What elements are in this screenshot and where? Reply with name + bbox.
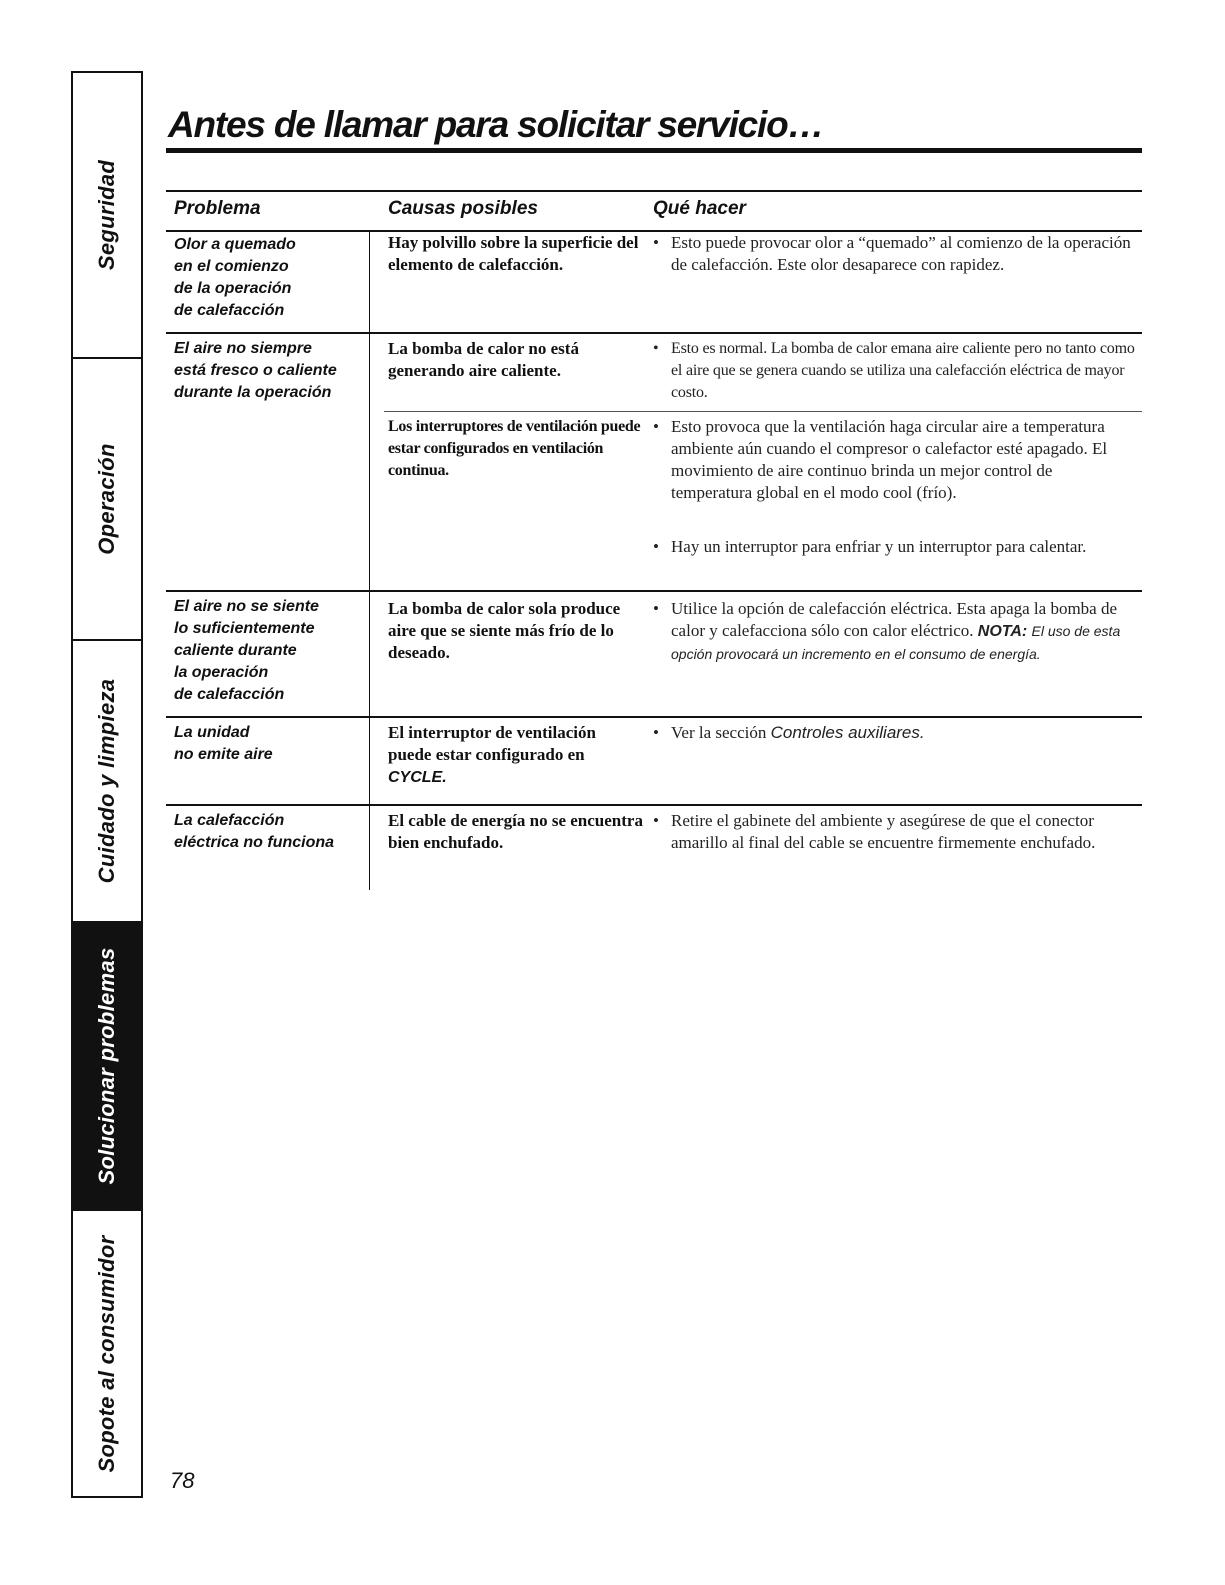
cause-text: El interruptor de ventilación puede estar configurado en <box>388 723 596 764</box>
tab-label: Seguridad <box>94 159 119 271</box>
bullet-icon: • <box>653 599 659 618</box>
solution-text: Esto puede provocar olor a “quemado” al comienzo de la operación de calefacción. Este olor desaparece con rapidez. <box>671 233 1131 274</box>
problem-cell: Olor a quemado en el comienzo de la operación de calefacción <box>174 236 296 319</box>
bullet-icon: • <box>653 340 659 357</box>
solution-cell <box>653 598 1135 665</box>
note-text: El uso de esta opción provocará un incremento en el consumo de energía. <box>671 623 1121 662</box>
tab-cuidado-y-limpieza[interactable] <box>73 639 141 921</box>
bullet-icon: • <box>653 233 659 252</box>
solution-cell <box>653 416 1135 504</box>
cause-cell: La bomba de calor sola produce aire que se siente más frío de lo deseado. <box>388 599 621 662</box>
cause-cell: Hay polvillo sobre la superficie del elemento de calefacción. <box>388 233 639 274</box>
cause-cell: La bomba de calor no está generando aire caliente. <box>388 339 579 380</box>
cause-cell: Los interruptores de ventilación puede estar configurados en ventilación continua. <box>388 418 641 479</box>
problem-cell: El aire no se siente lo suficientemente caliente durante la operación de calefacción <box>174 598 319 703</box>
problem-cell: El aire no siempre está fresco o caliente durante la operación <box>174 340 337 401</box>
bullet-icon: • <box>653 723 659 742</box>
title-divider <box>166 148 1142 153</box>
tab-label: Cuidado y limpieza <box>94 678 119 884</box>
table-row <box>166 806 1142 890</box>
tab-seguridad[interactable] <box>73 73 141 357</box>
table-row <box>166 592 1142 718</box>
tab-label: Operación <box>94 443 119 555</box>
cause-cell <box>388 722 643 789</box>
solution-text: Utilice la opción de calefacción eléctrica. Esta apaga la bomba de calor y calefacciona sólo con calor eléctrico. <box>671 599 1118 640</box>
table-row <box>166 230 1142 334</box>
tab-label: Sopote al consumidor <box>94 1234 119 1473</box>
solution-text: Esto provoca que la ventilación haga circular aire a temperatura ambiente aún cuando el compresor o calefactor esté apagado. El movimiento de aire continuo brinda un mejor control de temperatura global en el modo cool (frío). <box>671 417 1108 502</box>
header-problem: Problema <box>174 198 261 219</box>
solution-text: Retire el gabinete del ambiente y asegúrese de que el conector amarillo al final del cable se encuentre firmemente enchufado. <box>671 811 1096 852</box>
cause-cell: El cable de energía no se encuentra bien enchufado. <box>388 811 643 852</box>
table-row <box>166 718 1142 806</box>
solution-text: Hay un interruptor para enfriar y un interruptor para calentar. <box>671 537 1087 556</box>
tab-solucionar-problemas[interactable] <box>73 921 141 1209</box>
note-label: NOTA: <box>977 623 1028 640</box>
tab-operacion[interactable] <box>73 357 141 639</box>
problem-cell: La calefacción eléctrica no funciona <box>174 812 335 851</box>
header-cause: Causas posibles <box>388 198 538 219</box>
troubleshooting-table <box>166 190 1142 852</box>
bullet-icon: • <box>653 811 659 830</box>
table-row <box>166 334 1142 592</box>
solution-cell <box>653 722 1135 744</box>
tab-label: Solucionar problemas <box>94 947 119 1185</box>
solution-text: Esto es normal. La bomba de calor emana aire caliente pero no tanto como el aire que se genera cuando se utiliza una calefacción eléctrica de mayor costo. <box>671 340 1135 401</box>
section-reference: Controles auxiliares. <box>770 723 925 742</box>
table-header <box>166 190 1142 232</box>
solution-cell <box>653 810 1135 854</box>
page-title: Antes de llamar para solicitar servicio… <box>168 104 824 145</box>
solution-text: Ver la sección <box>671 723 767 742</box>
cause-divider <box>384 411 1142 412</box>
bullet-icon: • <box>653 537 659 556</box>
problem-cell: La unidad no emite aire <box>174 724 273 763</box>
bullet-icon: • <box>653 417 659 436</box>
header-what: Qué hacer <box>653 198 746 219</box>
tab-sopote-al-consumidor[interactable] <box>73 1209 141 1496</box>
solution-cell <box>653 536 1135 558</box>
section-tabs <box>71 71 143 1498</box>
solution-cell <box>653 232 1135 276</box>
page-number: 78 <box>170 1468 195 1493</box>
cycle-setting: CYCLE. <box>388 769 447 786</box>
solution-cell <box>653 338 1135 404</box>
